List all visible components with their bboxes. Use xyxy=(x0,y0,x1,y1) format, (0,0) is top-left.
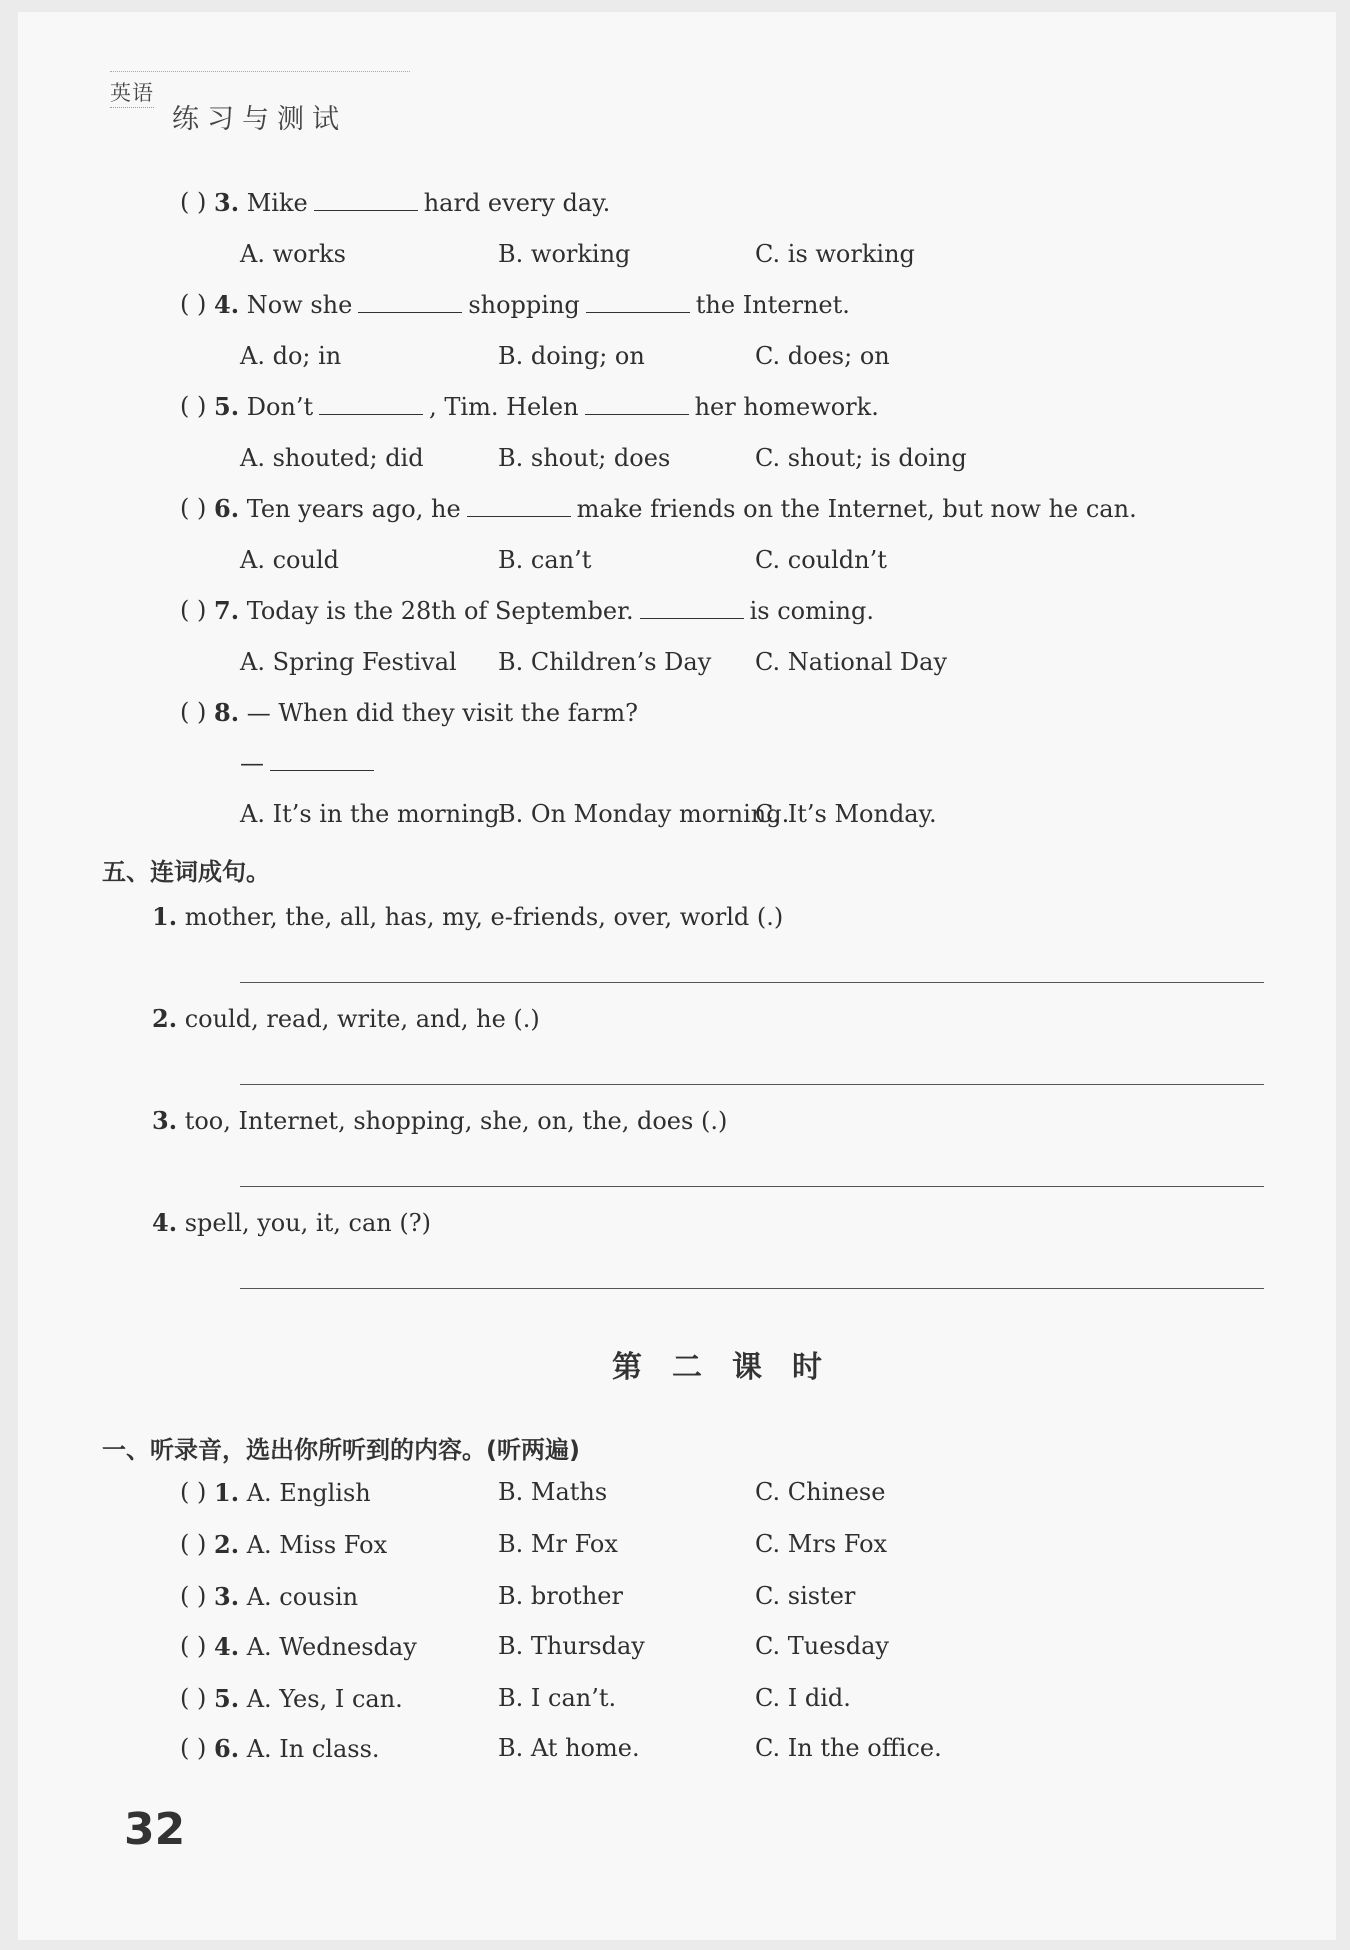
item-number: 1. xyxy=(214,1478,240,1507)
item-number: 3. xyxy=(152,1106,178,1135)
option-c: C. sister xyxy=(755,1582,856,1610)
question-stem xyxy=(214,494,1137,523)
answer-blank[interactable] xyxy=(586,290,690,313)
question-stem xyxy=(214,188,610,217)
stem-text: shopping xyxy=(468,291,580,319)
option-b: B. Maths xyxy=(498,1478,608,1506)
stem-text: make friends on the Internet, but now he can. xyxy=(576,495,1137,523)
item-number: 2. xyxy=(214,1530,240,1559)
option-a: A. do; in xyxy=(240,342,342,370)
option-b: B. I can’t. xyxy=(498,1684,617,1712)
listening-section-title: 一、听录音，选出你所听到的内容。(听两遍) xyxy=(102,1436,580,1464)
question-number: 4. xyxy=(214,290,240,319)
option-c: C. It’s Monday. xyxy=(755,800,937,828)
option-c: C. In the office. xyxy=(755,1734,942,1762)
stem-text: Ten years ago, he xyxy=(246,495,461,523)
answer-paren[interactable]: ( ) xyxy=(180,1684,207,1712)
stem-text: — When did they visit the farm? xyxy=(246,699,638,727)
worksheet-page xyxy=(18,12,1336,1940)
stem-text: Mike xyxy=(246,189,308,217)
option-a: A. In class. xyxy=(246,1735,380,1763)
stem-text: her homework. xyxy=(694,393,879,421)
option-b: B. working xyxy=(498,240,631,268)
stem-text: Don’t xyxy=(246,393,314,421)
answer-paren[interactable]: ( ) xyxy=(180,596,207,624)
option-c: C. Mrs Fox xyxy=(755,1530,888,1558)
page-header xyxy=(110,67,410,135)
dialog-response xyxy=(240,748,380,777)
item-number: 2. xyxy=(152,1004,178,1033)
option-c: C. is working xyxy=(755,240,915,268)
option-a: A. Yes, I can. xyxy=(246,1685,403,1713)
question-number: 8. xyxy=(214,698,240,727)
item-words: mother, the, all, has, my, e-friends, over, world (.) xyxy=(184,903,784,931)
option-a: A. Miss Fox xyxy=(246,1531,388,1559)
answer-blank[interactable] xyxy=(640,596,744,619)
answer-blank[interactable] xyxy=(467,494,571,517)
listening-item xyxy=(214,1582,358,1611)
answer-line[interactable] xyxy=(240,1186,1264,1187)
reorder-item xyxy=(152,1004,540,1033)
option-c: C. does; on xyxy=(755,342,890,370)
section-five-title: 五、连词成句。 xyxy=(102,858,270,886)
question-stem xyxy=(214,392,879,421)
option-a: A. shouted; did xyxy=(240,444,424,472)
item-number: 6. xyxy=(214,1734,240,1763)
stem-text: Today is the 28th of September. xyxy=(246,597,634,625)
answer-blank[interactable] xyxy=(358,290,462,313)
option-a: A. cousin xyxy=(246,1583,359,1611)
page-number: 32 xyxy=(124,1804,186,1855)
option-b: B. On Monday morning. xyxy=(498,800,790,828)
answer-paren[interactable]: ( ) xyxy=(180,1582,207,1610)
item-number: 1. xyxy=(152,902,178,931)
book-title: 练习与测试 xyxy=(172,104,347,135)
item-number: 4. xyxy=(214,1632,240,1661)
listening-item xyxy=(214,1684,403,1713)
option-b: B. Mr Fox xyxy=(498,1530,618,1558)
question-stem xyxy=(214,290,850,319)
option-b: B. can’t xyxy=(498,546,592,574)
answer-blank[interactable] xyxy=(585,392,689,415)
reorder-item xyxy=(152,1106,727,1135)
option-b: B. Thursday xyxy=(498,1632,645,1660)
header-dotted-rule xyxy=(110,71,410,72)
option-a: A. Spring Festival xyxy=(240,648,457,676)
option-b: B. doing; on xyxy=(498,342,645,370)
lesson-title: 第二课时 xyxy=(612,1350,852,1385)
answer-paren[interactable]: ( ) xyxy=(180,1478,207,1506)
answer-paren[interactable]: ( ) xyxy=(180,1530,207,1558)
item-words: spell, you, it, can (?) xyxy=(184,1209,431,1237)
option-c: C. I did. xyxy=(755,1684,851,1712)
listening-item xyxy=(214,1530,387,1559)
stem-text: is coming. xyxy=(749,597,874,625)
item-number: 5. xyxy=(214,1684,240,1713)
stem-text: , Tim. Helen xyxy=(429,393,579,421)
option-a: A. could xyxy=(240,546,339,574)
option-a: A. It’s in the morning. xyxy=(240,800,508,828)
option-b: B. At home. xyxy=(498,1734,640,1762)
option-c: C. National Day xyxy=(755,648,948,676)
answer-line[interactable] xyxy=(240,982,1264,983)
listening-item xyxy=(214,1478,371,1507)
option-a: A. English xyxy=(246,1479,371,1507)
answer-blank[interactable] xyxy=(270,748,374,771)
answer-blank[interactable] xyxy=(314,188,418,211)
option-c: C. shout; is doing xyxy=(755,444,967,472)
option-c: C. Tuesday xyxy=(755,1632,889,1660)
subject-tag: 英语 xyxy=(110,77,154,108)
answer-line[interactable] xyxy=(240,1084,1264,1085)
stem-text: hard every day. xyxy=(423,189,611,217)
item-words: too, Internet, shopping, she, on, the, does (.) xyxy=(184,1107,728,1135)
option-a: A. works xyxy=(240,240,346,268)
question-number: 6. xyxy=(214,494,240,523)
question-number: 7. xyxy=(214,596,240,625)
reorder-item xyxy=(152,902,783,931)
question-number: 5. xyxy=(214,392,240,421)
question-number: 3. xyxy=(214,188,240,217)
listening-item xyxy=(214,1734,380,1763)
answer-paren[interactable]: ( ) xyxy=(180,188,207,216)
option-b: B. Children’s Day xyxy=(498,648,712,676)
stem-text: Now she xyxy=(246,291,353,319)
dash-text: — xyxy=(240,749,264,777)
stem-text: the Internet. xyxy=(695,291,850,319)
reorder-item xyxy=(152,1208,431,1237)
question-stem xyxy=(214,596,874,625)
option-b: B. shout; does xyxy=(498,444,671,472)
answer-blank[interactable] xyxy=(319,392,423,415)
answer-paren[interactable]: ( ) xyxy=(180,1734,207,1762)
option-b: B. brother xyxy=(498,1582,623,1610)
item-words: could, read, write, and, he (.) xyxy=(184,1005,540,1033)
question-stem xyxy=(214,698,638,727)
option-a: A. Wednesday xyxy=(246,1633,417,1661)
item-number: 4. xyxy=(152,1208,178,1237)
answer-line[interactable] xyxy=(240,1288,1264,1289)
answer-paren[interactable]: ( ) xyxy=(180,290,207,318)
option-c: C. Chinese xyxy=(755,1478,886,1506)
answer-paren[interactable]: ( ) xyxy=(180,494,207,522)
answer-paren[interactable]: ( ) xyxy=(180,392,207,420)
item-number: 3. xyxy=(214,1582,240,1611)
answer-paren[interactable]: ( ) xyxy=(180,698,207,726)
listening-item xyxy=(214,1632,417,1661)
option-c: C. couldn’t xyxy=(755,546,887,574)
answer-paren[interactable]: ( ) xyxy=(180,1632,207,1660)
